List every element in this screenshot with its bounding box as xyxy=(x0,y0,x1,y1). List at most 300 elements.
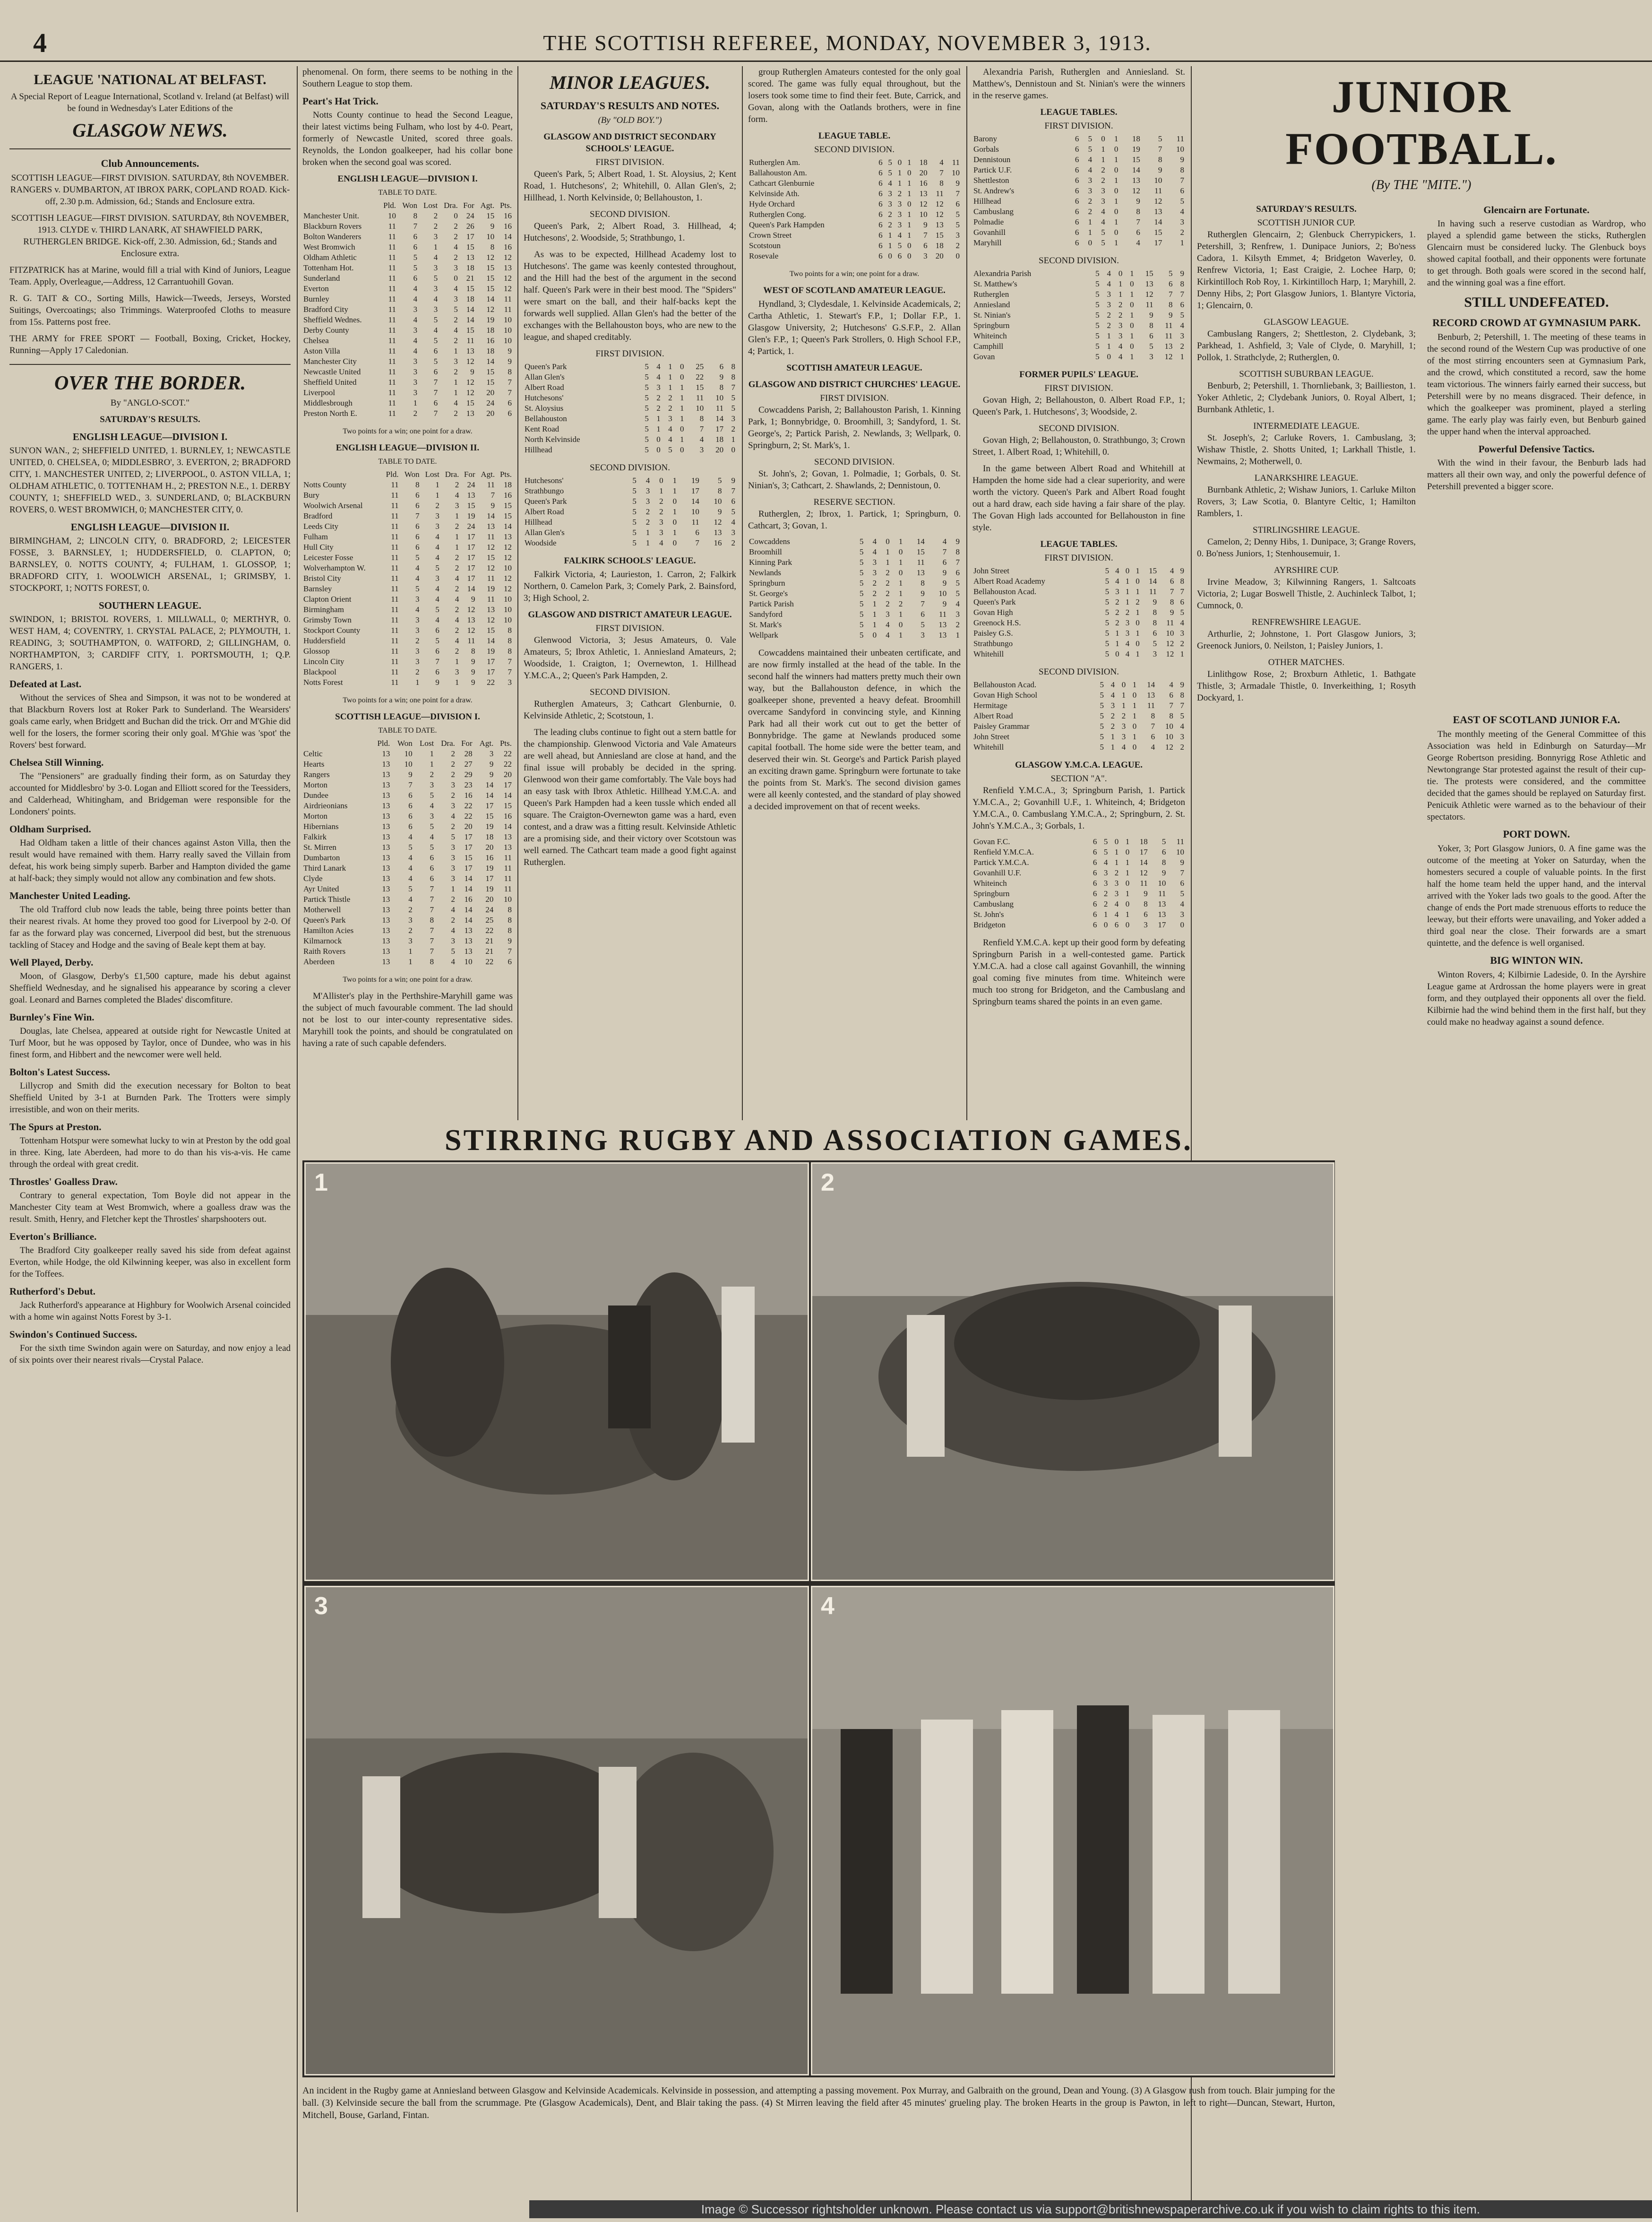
table-header-cell: Agt. xyxy=(480,201,495,210)
results: Arthurlie, 2; Johnstone, 1. Port Glasgow Juniors, 3; Greenock Juniors, 0. Neilston, 1; Paisley Juniors, 1. xyxy=(1197,629,1416,651)
stat-cell: 2 xyxy=(659,497,663,506)
stat-cell: 8 xyxy=(490,242,495,251)
stat-cell: 5 xyxy=(1105,577,1110,586)
stat-cell: 16 xyxy=(714,538,722,547)
stat-cell: 5 xyxy=(1095,269,1100,278)
stat-cell: 6 xyxy=(1075,207,1079,216)
stat-cell: 3 xyxy=(1103,879,1108,888)
stat-cell: 17 xyxy=(464,832,473,841)
table-row xyxy=(748,630,961,640)
team-name-cell: Bristol City xyxy=(303,574,341,583)
stat-cell: 14 xyxy=(1147,680,1155,689)
team-name-cell: Glossop xyxy=(303,647,330,656)
team-name-cell: Raith Rovers xyxy=(303,947,346,956)
table-row xyxy=(972,134,1185,144)
stat-cell: 2 xyxy=(455,584,459,593)
team-name-cell: Hutchesons' xyxy=(525,393,564,402)
stat-cell: 0 xyxy=(1132,743,1137,752)
team-name-cell: St. Ninian's xyxy=(973,311,1011,320)
section-heading: Chelsea Still Winning. xyxy=(9,757,104,768)
stat-cell: 1 xyxy=(1115,639,1119,648)
stat-cell: 13 xyxy=(382,853,390,862)
stat-cell: 1 xyxy=(454,378,458,387)
stat-cell: 8 xyxy=(508,647,512,656)
stat-cell: 12 xyxy=(1164,352,1173,361)
table-header-cell: Pts. xyxy=(499,470,512,479)
stat-cell: 11 xyxy=(388,326,396,335)
stat-cell: 3 xyxy=(451,780,455,789)
stat-cell: 11 xyxy=(696,393,704,402)
junior-football-headline: JUNIOR FOOTBALL. xyxy=(1285,71,1557,174)
stat-cell: 11 xyxy=(388,284,396,293)
table-note: Two points for a win; one point for a draw. xyxy=(789,270,920,278)
stat-cell: 4 xyxy=(1107,279,1111,288)
stat-cell: 6 xyxy=(1144,910,1148,919)
southern-results: SWINDON, 1; BRISTOL ROVERS, 1. MILLWALL, 0; MERTHYR, 0. WEST HAM, 4; COVENTRY, 1. CRYSTAL PALACE, 2; PLYMOUTH, 1. READING, 3; SOUTHAMPTON, 0. WATFORD, 2; GILLINGHAM, 0. NORTHAMPTON, 3; CARDIFF CITY, 1. PORTSMOUTH, 1; Q.P. RANGERS, 1. xyxy=(9,614,291,672)
table-row xyxy=(748,157,961,168)
stat-cell: 15 xyxy=(464,853,473,862)
stat-cell: 13 xyxy=(382,895,390,904)
league-head: GLASGOW AND DISTRICT CHURCHES' LEAGUE. xyxy=(748,380,961,389)
table-row xyxy=(302,769,513,780)
minor-leagues-sub: SATURDAY'S RESULTS AND NOTES. xyxy=(540,100,720,112)
stat-cell: 0 xyxy=(1114,186,1119,195)
stat-cell: 1 xyxy=(415,678,420,687)
team-name-cell: Barony xyxy=(973,134,998,143)
section-text: Had Oldham taken a little of their chances against Aston Villa, then the result would have remained with them. Harry really saved the Villain from defeat, his work being simply superb. Barber and Hampton divided the game at half-back; they simply would not allow any combination and few shots. xyxy=(9,838,291,883)
table-row xyxy=(748,220,961,230)
stat-cell: 8 xyxy=(731,362,735,371)
stat-cell: 3 xyxy=(451,853,455,862)
stat-cell: 5 xyxy=(1158,134,1162,143)
team-name-cell: Chelsea xyxy=(303,336,329,345)
table-row xyxy=(302,232,513,242)
stat-cell: 18 xyxy=(486,346,495,355)
stat-cell: 13 xyxy=(467,491,475,500)
stat-cell: 8 xyxy=(508,926,512,935)
results: Cowcaddens Parish, 2; Ballahouston Parish, 1. Kinning Park, 1; Bonnybridge, 0. Broomhill, 3; Sandyford, 1. St. George's, 2; Partick Parish, 2. Newlands, 3; Wellpark, 0. Springburn, 2; St. Mark's, 1. xyxy=(748,405,961,450)
table-row xyxy=(302,377,513,388)
stat-cell: 4 xyxy=(430,832,434,841)
table-row xyxy=(524,507,736,517)
stat-cell: 12 xyxy=(486,305,495,314)
stat-cell: 19 xyxy=(467,511,475,520)
team-name-cell: Airdrieonians xyxy=(303,801,348,810)
stat-cell: 2 xyxy=(955,620,960,629)
stat-cell: 1 xyxy=(1110,732,1115,741)
stat-cell: 24 xyxy=(485,905,494,914)
table-row xyxy=(302,490,513,501)
stat-cell: 2 xyxy=(886,599,890,608)
stat-cell: 0 xyxy=(1114,145,1119,154)
team-name-cell: Woolwich Arsenal xyxy=(303,501,363,510)
photo-2-image xyxy=(812,1164,1333,1580)
stat-cell: 3 xyxy=(1115,587,1119,596)
junior-right xyxy=(1427,199,1646,709)
stat-cell: 5 xyxy=(645,414,649,423)
stat-cell: 6 xyxy=(1151,732,1155,741)
table-title: SECOND DIVISION. xyxy=(590,463,670,473)
stat-cell: 4 xyxy=(1180,207,1184,216)
stat-cell: 11 xyxy=(391,543,399,552)
team-name-cell: Govanhill U.F. xyxy=(973,868,1022,877)
stat-cell: 8 xyxy=(1151,711,1155,720)
table-row xyxy=(972,649,1185,659)
league-head: GLASGOW Y.M.C.A. LEAGUE. xyxy=(1015,760,1143,770)
stat-cell: 1 xyxy=(408,947,413,956)
section-text: Moon, of Glasgow, Derby's £1,500 capture, made his debut against Sheffield Wednesday, and he signalised his appearance by scoring a clever goal. Leonard and Barnes completed the Blades' discomfiture. xyxy=(9,971,291,1005)
stat-cell: 13 xyxy=(1164,342,1173,351)
stat-cell: 10 xyxy=(504,595,512,604)
team-name-cell: St. Aloysius xyxy=(525,404,564,413)
stat-cell: 3 xyxy=(1101,186,1105,195)
stat-cell: 7 xyxy=(695,538,699,547)
stat-cell: 13 xyxy=(382,884,390,893)
table-row xyxy=(302,480,513,490)
league-head: SCOTTISH AMATEUR LEAGUE. xyxy=(786,363,922,373)
table-row xyxy=(302,811,513,821)
table-note: Two points for a win; one point for a draw. xyxy=(343,976,473,984)
stat-cell: 23 xyxy=(464,780,473,789)
stat-cell: 20 xyxy=(935,251,944,260)
stat-cell: 9 xyxy=(719,372,724,381)
section-text: Winton Rovers, 4; Kilbirnie Ladeside, 0. In the Ayrshire League game at Ardrossan the home players were in great form, and they outplayed their opponents all over the field. Kilbirnie had the wind behind them in the first half, but they could make no headway against a sound defence. xyxy=(1427,970,1646,1027)
team-name-cell: West Bromwich xyxy=(303,242,355,251)
results-head: SATURDAY'S RESULTS. xyxy=(1256,204,1357,214)
stat-cell: 7 xyxy=(508,947,512,956)
stat-cell: 2 xyxy=(731,538,735,547)
team-name-cell: St. Mark's xyxy=(749,620,782,629)
stat-cell: 9 xyxy=(1136,197,1140,206)
league-head: INTERMEDIATE LEAGUE. xyxy=(1253,421,1359,431)
team-name-cell: Whiteinch xyxy=(973,879,1007,888)
stat-cell: 1 xyxy=(1088,217,1093,226)
section-heading: Throstles' Goalless Draw. xyxy=(9,1176,118,1187)
stat-cell: 6 xyxy=(1093,847,1097,856)
league-head: STIRLINGSHIRE LEAGUE. xyxy=(1253,525,1360,535)
stat-cell: 6 xyxy=(413,242,418,251)
table-row xyxy=(972,186,1185,196)
stat-cell: 3 xyxy=(435,522,439,531)
stat-cell: 10 xyxy=(1166,629,1174,638)
team-name-cell: Cowcaddens xyxy=(749,537,790,546)
team-name-cell: Manchester City xyxy=(303,357,357,366)
stat-cell: 11 xyxy=(504,294,512,303)
stat-cell: 4 xyxy=(415,574,420,583)
stat-cell: 1 xyxy=(656,424,661,433)
league-table xyxy=(972,566,1185,659)
stat-cell: 19 xyxy=(485,864,494,873)
table-title: LEAGUE TABLES. xyxy=(1040,539,1118,549)
stat-cell: 20 xyxy=(485,843,494,852)
stat-cell: 1 xyxy=(1107,342,1111,351)
stat-cell: 13 xyxy=(1147,691,1155,700)
team-name-cell: Aberdeen xyxy=(303,957,335,966)
team-name-cell: Morton xyxy=(303,780,327,789)
stat-cell: 11 xyxy=(504,305,512,314)
table-header-cell: Pts. xyxy=(499,739,512,748)
stat-cell: 2 xyxy=(454,253,458,262)
stat-cell: 4 xyxy=(435,543,439,552)
stat-cell: 11 xyxy=(388,378,396,387)
stat-cell: 14 xyxy=(504,232,512,241)
stat-cell: 3 xyxy=(413,378,418,387)
stat-cell: 4 xyxy=(1101,207,1105,216)
team-name-cell: John Street xyxy=(973,732,1010,741)
section-heading: Glencairn are Fortunate. xyxy=(1483,204,1590,216)
team-name-cell: Queen's Park xyxy=(525,362,567,371)
stat-cell: 14 xyxy=(486,357,495,366)
stat-cell: 2 xyxy=(451,895,455,904)
stat-cell: 6 xyxy=(435,626,439,635)
stat-cell: 9 xyxy=(1149,311,1153,320)
stat-cell: 5 xyxy=(1095,342,1100,351)
stat-cell: 3 xyxy=(415,647,420,656)
stat-cell: 6 xyxy=(1093,858,1097,867)
table-row xyxy=(972,607,1185,618)
stat-cell: 1 xyxy=(1114,858,1119,867)
stat-cell: 5 xyxy=(645,424,649,433)
stat-cell: 2 xyxy=(454,232,458,241)
stat-cell: 11 xyxy=(1154,186,1162,195)
stat-cell: 2 xyxy=(415,667,420,676)
table-header-cell: For xyxy=(463,201,474,210)
stat-cell: 15 xyxy=(486,274,495,283)
southern-head: SOUTHERN LEAGUE. xyxy=(98,600,202,611)
stat-cell: 6 xyxy=(1162,847,1166,856)
stat-cell: 6 xyxy=(415,532,420,541)
stat-cell: 10 xyxy=(404,749,413,758)
stat-cell: 5 xyxy=(632,518,637,527)
stat-cell: 0 xyxy=(1136,639,1140,648)
team-name-cell: Hillhead xyxy=(525,445,552,454)
stat-cell: 5 xyxy=(1105,608,1110,617)
stat-cell: 2 xyxy=(1107,321,1111,330)
photo-1-image xyxy=(306,1164,808,1580)
table-row xyxy=(972,196,1185,207)
stat-cell: 0 xyxy=(680,445,684,454)
table-row xyxy=(748,230,961,241)
league-table xyxy=(748,536,961,640)
stat-cell: 1 xyxy=(1118,290,1123,299)
stat-cell: 9 xyxy=(1180,566,1184,575)
stat-cell: 5 xyxy=(1101,238,1105,247)
stat-cell: 11 xyxy=(388,398,396,407)
stat-cell: 10 xyxy=(504,895,512,904)
stat-cell: 3 xyxy=(413,357,418,366)
division-head: SECOND DIVISION. xyxy=(814,145,895,155)
stat-cell: 6 xyxy=(1075,238,1079,247)
stat-cell: 12 xyxy=(1139,868,1148,877)
stat-cell: 2 xyxy=(1103,889,1108,898)
stat-cell: 13 xyxy=(1158,899,1166,908)
results: Benburb, 2; Petershill, 1. Thornliebank, 3; Baillieston, 1. Yoker Athletic, 2; Clydebank Juniors, 0. Royal Albert, 1; Burnbank Athletic, 1. xyxy=(1197,381,1416,415)
team-name-cell: Stockport County xyxy=(303,626,361,635)
stat-cell: 2 xyxy=(1125,608,1130,617)
stat-cell: 6 xyxy=(878,199,883,208)
stat-cell: 2 xyxy=(659,507,663,516)
stat-cell: 8 xyxy=(1158,155,1162,164)
stat-cell: 0 xyxy=(907,168,912,177)
stat-cell: 8 xyxy=(1180,691,1184,700)
stat-cell: 3 xyxy=(1114,889,1119,898)
stat-cell: 5 xyxy=(1180,197,1184,206)
table-row xyxy=(302,594,513,605)
stat-cell: 3 xyxy=(1121,732,1126,741)
stat-cell: 4 xyxy=(454,326,458,335)
stat-cell: 2 xyxy=(433,222,438,231)
stat-cell: 6 xyxy=(955,199,960,208)
over-border-byline: By "ANGLO-SCOT." xyxy=(110,398,190,408)
stat-cell: 6 xyxy=(408,791,413,800)
section-heading: Well Played, Derby. xyxy=(9,957,94,968)
stat-cell: 1 xyxy=(872,620,877,629)
stat-cell: 4 xyxy=(454,398,458,407)
photo-number: 4 xyxy=(821,1592,835,1620)
stat-cell: 7 xyxy=(415,511,420,520)
stat-cell: 7 xyxy=(923,231,928,240)
team-name-cell: Kilmarnock xyxy=(303,936,342,945)
division-head: FIRST DIVISION. xyxy=(595,623,664,633)
stat-cell: 3 xyxy=(415,615,420,624)
stat-cell: 4 xyxy=(1088,165,1093,174)
stat-cell: 12 xyxy=(467,605,475,614)
stat-cell: 0 xyxy=(1114,207,1119,216)
stat-cell: 1 xyxy=(672,507,677,516)
stat-cell: 13 xyxy=(935,220,944,229)
table-row xyxy=(302,563,513,573)
table-row xyxy=(302,252,513,263)
stat-cell: 8 xyxy=(718,486,722,495)
stat-cell: 5 xyxy=(435,605,439,614)
table-note: Two points for a win; one point for a draw. xyxy=(343,427,473,435)
stat-cell: 12 xyxy=(1145,290,1153,299)
stat-cell: 7 xyxy=(1151,722,1155,731)
section-heading: Defeated at Last. xyxy=(9,678,82,690)
team-name-cell: Strathbungo xyxy=(525,486,564,495)
table-row xyxy=(972,639,1185,649)
stat-cell: 13 xyxy=(382,864,390,873)
stat-cell: 16 xyxy=(485,853,494,862)
stat-cell: 5 xyxy=(645,435,649,444)
stat-cell: 0 xyxy=(907,199,912,208)
stat-cell: 4 xyxy=(435,553,439,562)
stat-cell: 1 xyxy=(1101,155,1105,164)
stat-cell: 11 xyxy=(388,305,396,314)
stat-cell: 0 xyxy=(731,445,735,454)
stat-cell: 3 xyxy=(435,574,439,583)
team-name-cell: Bradford City xyxy=(303,305,348,314)
stat-cell: 14 xyxy=(691,497,699,506)
stat-cell: 5 xyxy=(888,168,892,177)
stat-cell: 5 xyxy=(632,486,637,495)
stat-cell: 4 xyxy=(451,957,455,966)
stat-cell: 3 xyxy=(897,220,902,229)
stat-cell: 2 xyxy=(451,791,455,800)
division-head: FIRST DIVISION. xyxy=(1044,383,1113,393)
stat-cell: 4 xyxy=(668,424,672,433)
stat-cell: 5 xyxy=(451,832,455,841)
table-row xyxy=(748,568,961,578)
stat-cell: 4 xyxy=(1110,680,1115,689)
stat-cell: 6 xyxy=(1093,879,1097,888)
stat-cell: 11 xyxy=(917,558,925,567)
stat-cell: 16 xyxy=(504,491,512,500)
stat-cell: 16 xyxy=(504,242,512,251)
stat-cell: 14 xyxy=(464,884,473,893)
stat-cell: 19 xyxy=(485,822,494,831)
stat-cell: 13 xyxy=(382,770,390,779)
stat-cell: 22 xyxy=(504,760,512,769)
team-name-cell: Blackpool xyxy=(303,667,336,676)
stat-cell: 13 xyxy=(714,528,722,537)
stat-cell: 4 xyxy=(415,605,420,614)
team-name-cell: St. John's xyxy=(973,910,1004,919)
masthead-rule xyxy=(0,61,1652,62)
table-row xyxy=(302,325,513,336)
stat-cell: 4 xyxy=(455,615,459,624)
stat-cell: 14 xyxy=(464,905,473,914)
stat-cell: 1 xyxy=(1101,145,1105,154)
stat-cell: 4 xyxy=(656,362,661,371)
stat-cell: 7 xyxy=(1136,217,1140,226)
stat-cell: 2 xyxy=(731,424,735,433)
stat-cell: 13 xyxy=(504,532,512,541)
results: Cambuslang Rangers, 2; Shettleston, 2. Clydebank, 3; Parkhead, 1. Ashfield, 3; Vale of Clyde, 0. Maryhill, 1; Pollok, 1. Strathclyde, 2; Rutherglen, 0. xyxy=(1197,329,1416,363)
stat-cell: 7 xyxy=(430,936,434,945)
table-row xyxy=(972,680,1185,690)
stat-cell: 5 xyxy=(731,404,735,413)
stat-cell: 3 xyxy=(1107,300,1111,309)
stat-cell: 11 xyxy=(1158,889,1166,898)
stat-cell: 1 xyxy=(1114,217,1119,226)
stat-cell: 9 xyxy=(942,599,947,608)
column-2 xyxy=(302,66,513,1115)
results: Falkirk Victoria, 4; Laurieston, 1. Carron, 2; Falkirk Northern, 0. Camelon Park, 3; Comely Park, 2. Bainsford, 3; High School, 2. xyxy=(524,570,736,603)
stat-cell: 11 xyxy=(487,480,495,489)
stat-cell: 3 xyxy=(731,528,735,537)
stat-cell: 6 xyxy=(1093,920,1097,929)
stat-cell: 8 xyxy=(508,626,512,635)
stat-cell: 13 xyxy=(382,780,390,789)
stat-cell: 4 xyxy=(955,599,960,608)
stat-cell: 12 xyxy=(714,518,722,527)
team-name-cell: Notts County xyxy=(303,480,347,489)
table-row xyxy=(524,382,736,393)
stat-cell: 5 xyxy=(1180,608,1184,617)
stat-cell: 9 xyxy=(1180,858,1184,867)
stat-cell: 4 xyxy=(413,336,418,345)
stat-cell: 5 xyxy=(1149,342,1153,351)
stat-cell: 14 xyxy=(466,315,474,324)
table-row xyxy=(972,175,1185,186)
stat-cell: 0 xyxy=(1115,649,1119,658)
stat-cell: 1 xyxy=(1125,858,1130,867)
team-name-cell: Celtic xyxy=(303,749,323,758)
results: Glenwood Victoria, 3; Jesus Amateurs, 0. Vale Amateurs, 5; Ibrox Athletic, 1. Anniesland Amateurs, 2; Woodside, 1. Craigton, 1; Overnewton, 1. Hillhead Y.M.C.A., 2; Queen's Park Hampden, 2. xyxy=(524,635,736,681)
stat-cell: 6 xyxy=(413,274,418,283)
stat-cell: 6 xyxy=(430,874,434,883)
table-row xyxy=(972,352,1185,362)
stat-cell: 5 xyxy=(1100,732,1104,741)
results: Rutherglen Glencairn, 2; Glenbuck Cherrypickers, 1. Petershill, 3; Renfrew, 1. Dunipace Juniors, 2; Bo'ness Cadora, 1. Kilsyth Emmet, 4; Bridgeton Waverley, 0. Renfrew Victoria, 1; East Craigie, 2. Lochee Harp, 0; Kirkintilloch Rob Roy, 1. Kirkintilloch Harp, 1; Maryhill, 2. Denny Hibs, 2; Port Glasgow Juniors, 1. Blantyre Victoria, 1; Glencairn, 0. xyxy=(1197,230,1416,311)
table-row xyxy=(524,414,736,424)
stat-cell: 2 xyxy=(451,822,455,831)
stat-cell: 20 xyxy=(485,895,494,904)
stat-cell: 5 xyxy=(645,445,649,454)
section-text: Notts County continue to head the Second League, their latest victims being Fulham, who lost by 4-0. Peart, formerly of Newcastle United, scored three goals. Reynolds, the London goalkeeper, had his collar bone broken when the second goal was scored. xyxy=(302,110,513,167)
team-name-cell: Bridgeton xyxy=(973,920,1006,929)
